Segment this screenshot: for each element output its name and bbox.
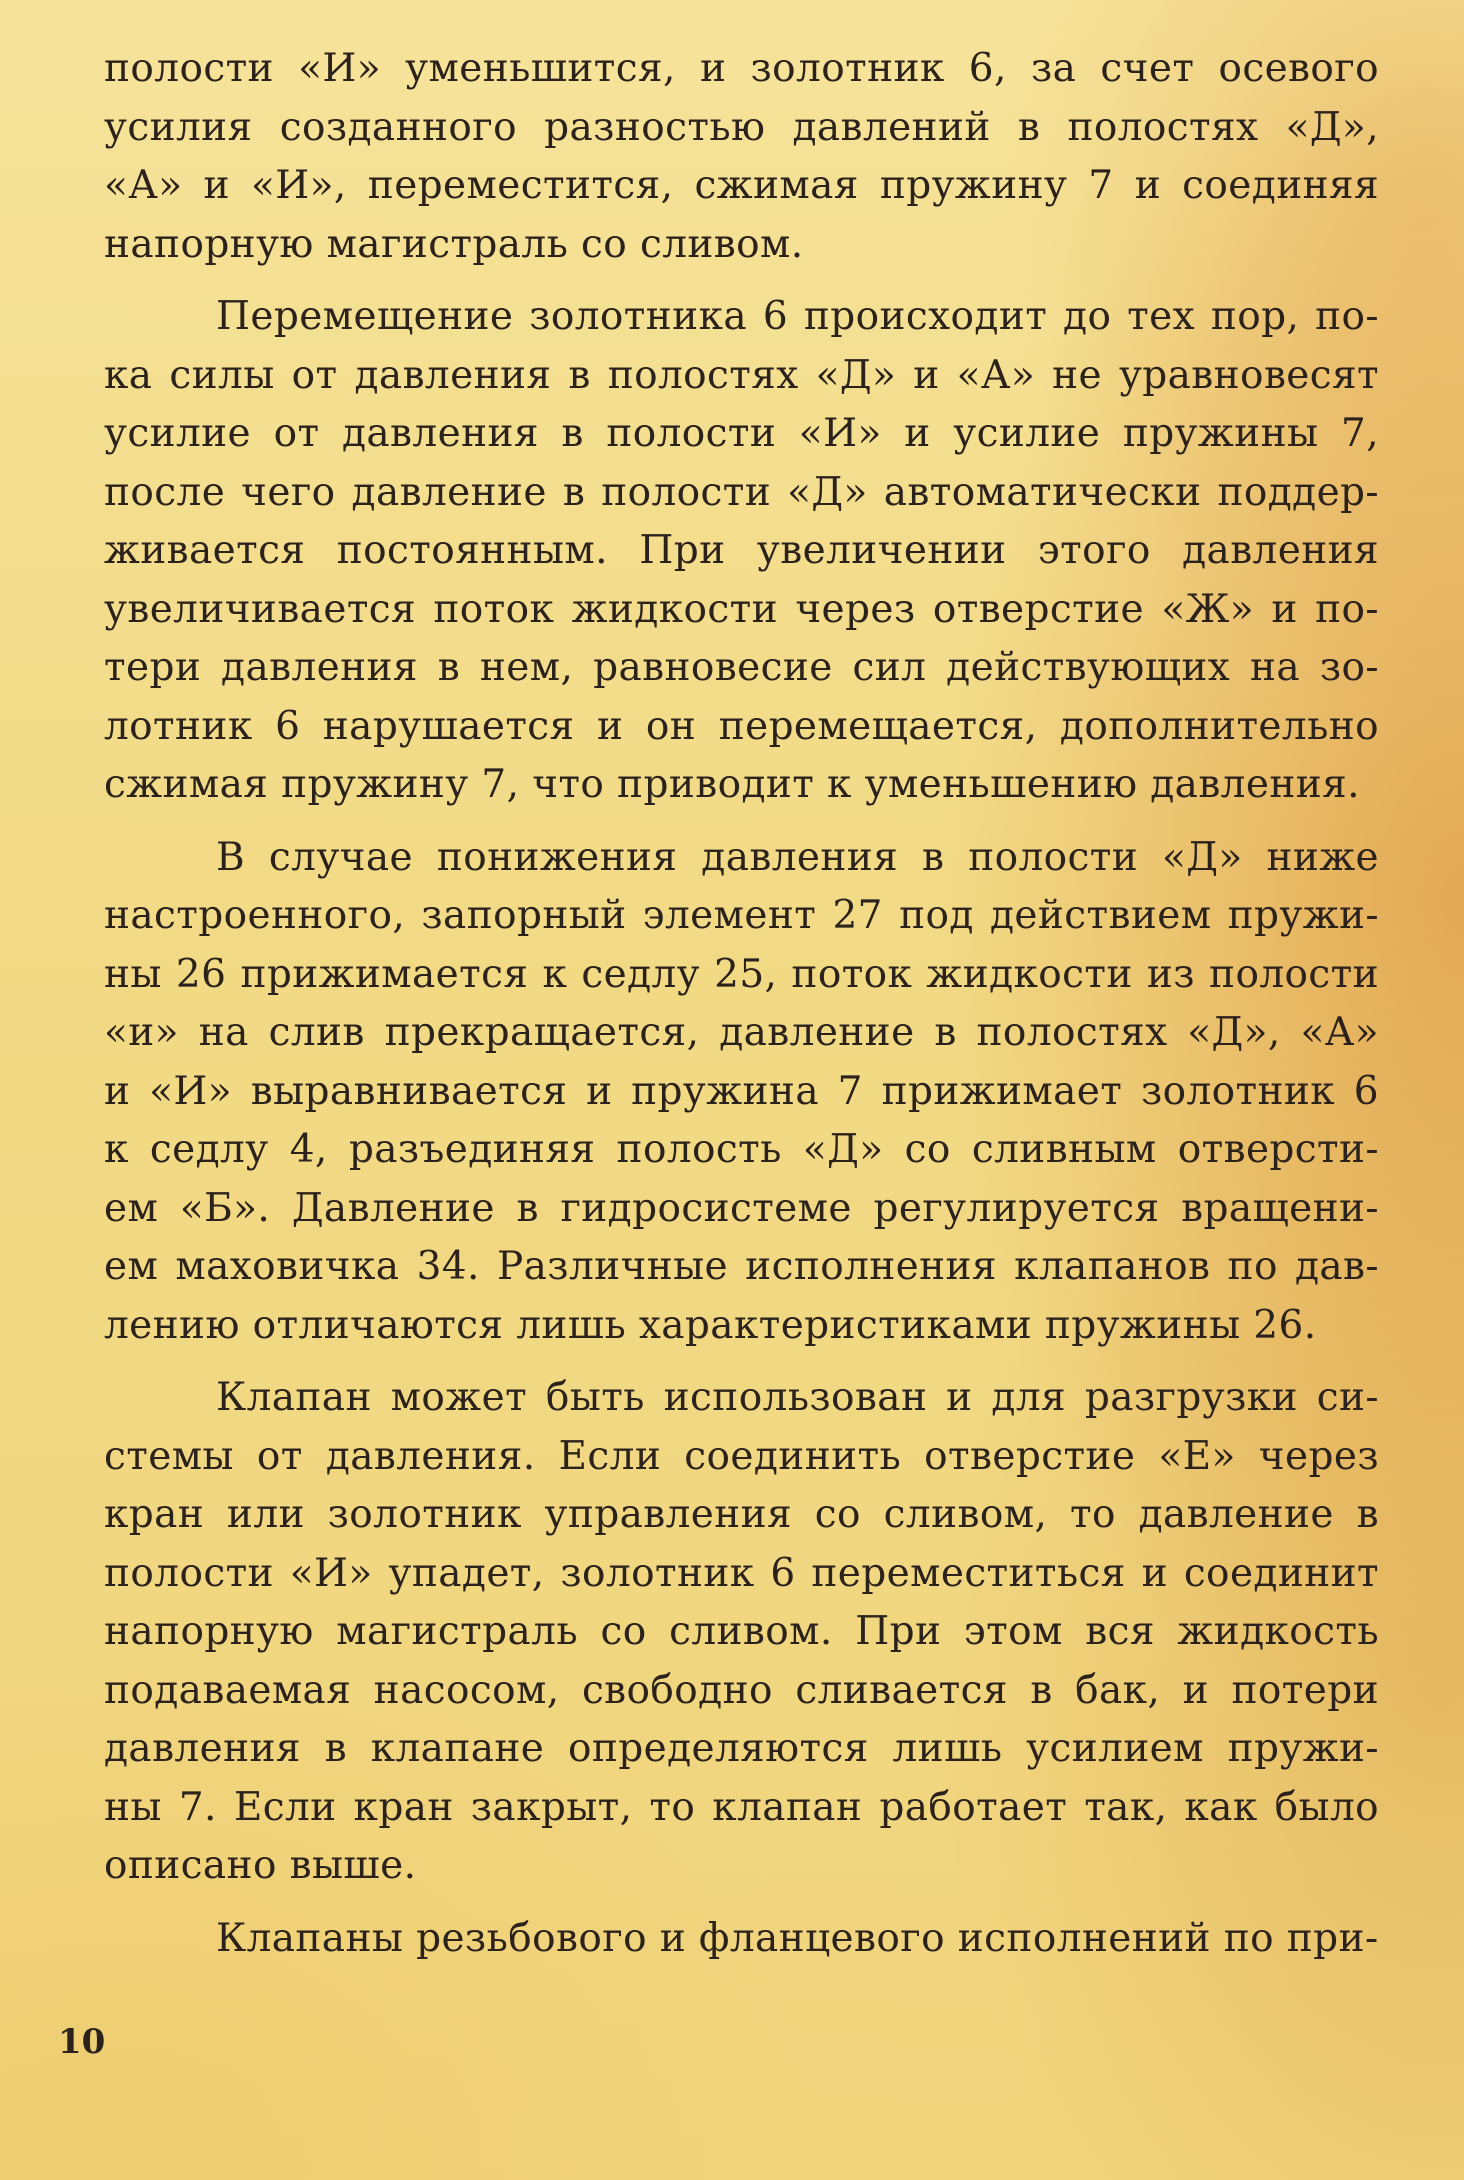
body-text [104, 40, 1379, 1968]
paragraph-5 [104, 1910, 1379, 1969]
text-line: напорную магистраль со сливом. При этом вся жидкость [104, 1609, 1379, 1654]
text-line: «и» на слив прекращается, давление в полостях «Д», «А» [104, 1010, 1379, 1055]
text-line: к седлу 4, разъединяя полость «Д» со сливным отверсти- [104, 1127, 1379, 1172]
text-line: Клапаны резьбового и фланцевого исполнений по при- [216, 1915, 1379, 1961]
text-line: после чего давление в полости «Д» автоматически поддер- [104, 469, 1379, 515]
text-line: усилия созданного разностью давлений в полостях «Д», [104, 104, 1379, 150]
text-line: давления в клапане определяются лишь усилием пружи- [104, 1726, 1379, 1771]
text-line: увеличивается поток жидкости через отверстие «Ж» и по- [104, 586, 1379, 632]
text-line: ны 26 прижимается к седлу 25, поток жидкости из полости [104, 951, 1379, 997]
text-line: полости «И» уменьшится, и золотник 6, за счет осевого [104, 46, 1379, 91]
text-line: настроенного, запорный элемент 27 под действием пружи- [104, 893, 1379, 938]
text-line: подаваемая насосом, свободно сливается в бак, и потери [104, 1667, 1379, 1713]
page-number: 10 [58, 2022, 106, 2062]
text-line: ка силы от давления в полостях «Д» и «А» не уравновесят [104, 352, 1379, 398]
text-line: Перемещение золотника 6 происходит до тех пор, по- [216, 294, 1379, 339]
text-line: стемы от давления. Если соединить отверстие «Е» через [104, 1433, 1379, 1479]
text-line: лотник 6 нарушается и он перемещается, дополнительно [104, 703, 1379, 749]
text-line: и «И» выравнивается и пружина 7 прижимает золотник 6 [104, 1068, 1379, 1114]
text-line: полости «И» упадет, золотник 6 переместиться и соединит [104, 1550, 1379, 1596]
paragraph-1 [104, 40, 1379, 274]
text-line: живается постоянным. При увеличении этого давления [104, 528, 1379, 573]
paragraph-4 [104, 1369, 1379, 1896]
text-line: сжимая пружину 7, что приводит к уменьшению давления. [104, 762, 1360, 807]
text-line: кран или золотник управления со сливом, то давление в [104, 1492, 1379, 1537]
text-line: Клапан может быть использован и для разгрузки си- [216, 1375, 1379, 1420]
text-line: ем маховичка 34. Различные исполнения клапанов по дав- [104, 1244, 1379, 1289]
text-line: описано выше. [104, 1843, 417, 1888]
paragraph-3 [104, 829, 1379, 1356]
text-line: ны 7. Если кран закрыт, то клапан работает так, как было [104, 1784, 1379, 1830]
text-line: ем «Б». Давление в гидросистеме регулируется вращени- [104, 1185, 1379, 1231]
text-line: тери давления в нем, равновесие сил действующих на зо- [104, 645, 1379, 690]
text-line: В случае понижения давления в полости «Д» ниже [216, 834, 1379, 880]
text-line: «А» и «И», переместится, сжимая пружину 7 и соединяя [104, 163, 1379, 208]
paragraph-2 [104, 288, 1379, 815]
text-line: усилие от давления в полости «И» и усилие пружины 7, [104, 411, 1379, 456]
text-line: напорную магистраль со сливом. [104, 221, 804, 267]
text-line: лению отличаются лишь характеристиками пружины 26. [104, 1302, 1317, 1348]
